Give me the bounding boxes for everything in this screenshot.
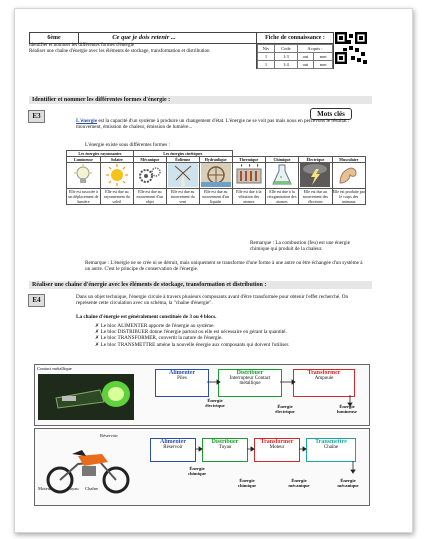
form-desc: Elle est due à la réorganisation des atomes: [265, 189, 299, 205]
definition-keyword: L'énergie: [76, 118, 98, 124]
fiche-col: Niv: [258, 45, 275, 53]
form-desc: Elle est due au rayonnement du soleil: [100, 189, 133, 205]
block-sub: Tuyau: [218, 445, 232, 450]
fiche-cell[interactable]: oui: [297, 53, 313, 61]
windmill-icon: [166, 163, 199, 189]
qr-code-icon[interactable]: [335, 32, 367, 64]
heating-icon: [232, 163, 265, 189]
form-name: Électrique: [299, 157, 332, 163]
objective-item: Identifier et nommer les différentes formes d'énergie: [29, 43, 135, 48]
blocks-list: [95, 323, 365, 348]
block-bullet: ✗ Le bloc TRANSFORMER, convertit la nature de l'énergie.: [95, 335, 223, 342]
gears-icon: [133, 163, 166, 189]
energy-label: Énergie mécanique: [288, 478, 310, 488]
bullet-text: Le bloc TRANSFORMER, convertit la nature de l'énergie.: [100, 335, 223, 342]
chain-blocks-intro: La chaîne d'énergie est généralement constituée de 3 ou 4 blocs.: [76, 314, 217, 320]
block-bullet: ✗ Le bloc DISTRIBUER donne l'énergie partout ou elle est nécessaire en gérant la quantité.: [95, 329, 287, 336]
fiche-table: [257, 44, 333, 69]
fiche-col: Acquis :: [297, 45, 332, 53]
block-title: Distribuer: [236, 370, 264, 376]
form-desc: Elle est due au mouvement d'un objet: [133, 189, 166, 205]
group-header-kinetic: Les énergies cinétiques: [133, 151, 232, 157]
form-desc: Elle est due à la vibration des atomes: [232, 189, 265, 205]
form-desc: Elle est due au mouvement des électrons: [299, 189, 332, 205]
fiche-cell: 1:4: [274, 61, 297, 69]
block-sub: Chaîne: [323, 445, 339, 450]
section-tag-e3: E3: [28, 110, 45, 123]
level-label: 6ème: [47, 35, 61, 41]
block-sub: Interrupteur Contact métallique: [229, 376, 271, 386]
block-sub: Moteur: [269, 445, 285, 450]
block-title: Transmettre: [315, 439, 347, 445]
chemical-flask-icon: [265, 163, 299, 189]
section-2-heading: Réaliser une chaîne d'énergie avec les éléments de stockage, transformation et distribution :: [29, 281, 372, 289]
energy-definition: [76, 118, 366, 130]
block-bullet: ✗ Le bloc ALIMENTER apporte de l'énergie au système.: [95, 323, 215, 329]
objective-item: Réaliser une chaîne d'énergie avec les éléments de stockage, transformation et distribution: [29, 49, 210, 54]
energy-label: Énergie lumineuse: [337, 404, 357, 414]
light-bulb-icon: [67, 163, 101, 189]
energy-forms-table: [66, 150, 366, 205]
lightning-icon: [299, 163, 332, 189]
form-name: Mécanique: [133, 157, 166, 163]
form-desc: Elle est associée à un déplacement de lumière: [68, 189, 99, 204]
block-sub: Ampoule: [314, 376, 334, 381]
energy-label: Énergie mécanique: [337, 478, 359, 488]
fiche-cell[interactable]: oui: [297, 61, 313, 69]
muscle-arm-icon: [332, 163, 366, 189]
energy-label: Énergie électrique: [205, 398, 225, 408]
block-alimenter-2: [150, 438, 196, 462]
form-name: Thermique: [232, 157, 265, 163]
block-alimenter-1: [155, 369, 209, 397]
bullet-text: Le bloc ALIMENTER apporte de l'énergie au système.: [100, 323, 215, 329]
sun-icon: [100, 163, 133, 189]
fiche-cell: 1: [258, 61, 275, 69]
form-name: Musculaire: [332, 157, 366, 163]
photo-label-chaine: Chaîne: [85, 486, 99, 491]
block-title: Alimenter: [160, 439, 186, 445]
bullet-text: Le bloc DISTRIBUER donne l'énergie partout ou elle est nécessaire en gérant la quantité.: [100, 329, 287, 336]
energy-label: Énergie chimique: [237, 478, 257, 488]
form-desc: Elle est due au mouvement d'un liquide: [199, 189, 232, 205]
form-desc: Elle est due au mouvement du vent: [166, 189, 199, 205]
section-1-heading: Identifier et nommer les différentes formes d'énergie :: [29, 96, 372, 104]
chain-intro: Dans un objet technique, l'énergie circule à travers plusieurs composants avant d'être transformée pour obtenir l'effet recherché. On représente cette circulation avec un schéma, la "chaîne d'énergie".: [76, 294, 349, 307]
bullet-text: Le bloc TRANSMETTRE amène la nouvelle énergie aux composants qui doivent l'utiliser.: [100, 341, 290, 348]
group-header-radiant: Les énergies rayonnantes: [67, 151, 134, 157]
section-tag-e4: E4: [28, 294, 45, 307]
energy-label: Énergie électrique: [275, 404, 295, 414]
keywords-label: Mots clés: [310, 108, 352, 120]
photo-label-tuyau: Tuyau: [67, 486, 79, 491]
form-name: Lumineuse: [67, 157, 101, 163]
forms-intro: L'énergie existe sous différentes formes :: [85, 142, 171, 148]
fiche-cell[interactable]: non: [314, 53, 333, 61]
fiche-cell: 1: [258, 53, 275, 61]
combustion-remark: Remarque : La combustion (feu) est une énergie chimique qui produit de la chaleur.: [250, 240, 351, 253]
block-title: Transformer: [260, 439, 294, 445]
objectives-list: [29, 43, 259, 67]
flashlight-icon: [38, 374, 134, 420]
block-sub: Piles: [177, 376, 187, 381]
water-wheel-icon: [199, 163, 232, 189]
fiche-title: Fiche de connaissance :: [257, 33, 333, 44]
flashlight-photo-label: Contact métallique: [37, 366, 72, 371]
fiche-col: Code: [274, 45, 297, 53]
block-title: Transformer: [307, 370, 341, 376]
form-name: Chimique: [265, 157, 299, 163]
fiche-cell[interactable]: non: [314, 61, 333, 69]
form-name: Éolienne: [166, 157, 199, 163]
form-desc: Elle est produite par le corps des animaux: [332, 189, 365, 204]
conservation-remark: Remarque : L'énergie ne se crée ni se détruit, mais uniquement se transforme d'une forme à une autre ou être échangée d'un système à un autre. C'est le principe de conservation de l'énergie.: [85, 260, 363, 273]
definition-text: est la capacité d'un système à produire un changement d'état. L'énergie ne se voit pas mais nous en percevons le résultat : mouvement, émission de chaleur, émission de lumière...: [76, 118, 350, 131]
photo-label-moteur: Moteur: [38, 486, 52, 491]
block-title: Alimenter: [169, 370, 195, 376]
energy-label: Énergie chimique: [187, 466, 207, 476]
block-bullet: ✗ Le bloc TRANSMETTRE amène la nouvelle énergie aux composants qui doivent l'utiliser.: [95, 341, 290, 348]
fiche-cell: 1:3: [274, 53, 297, 61]
fiche-connaissance: [256, 32, 334, 69]
form-name: Hydraulique: [199, 157, 232, 163]
form-name: Solaire: [100, 157, 133, 163]
block-title: Distribuer: [211, 439, 239, 445]
page-title: Ce que je dois retenir ...: [78, 33, 209, 43]
block-sub: Réservoir: [163, 445, 183, 450]
photo-label-reservoir: Réservoir: [100, 433, 118, 438]
